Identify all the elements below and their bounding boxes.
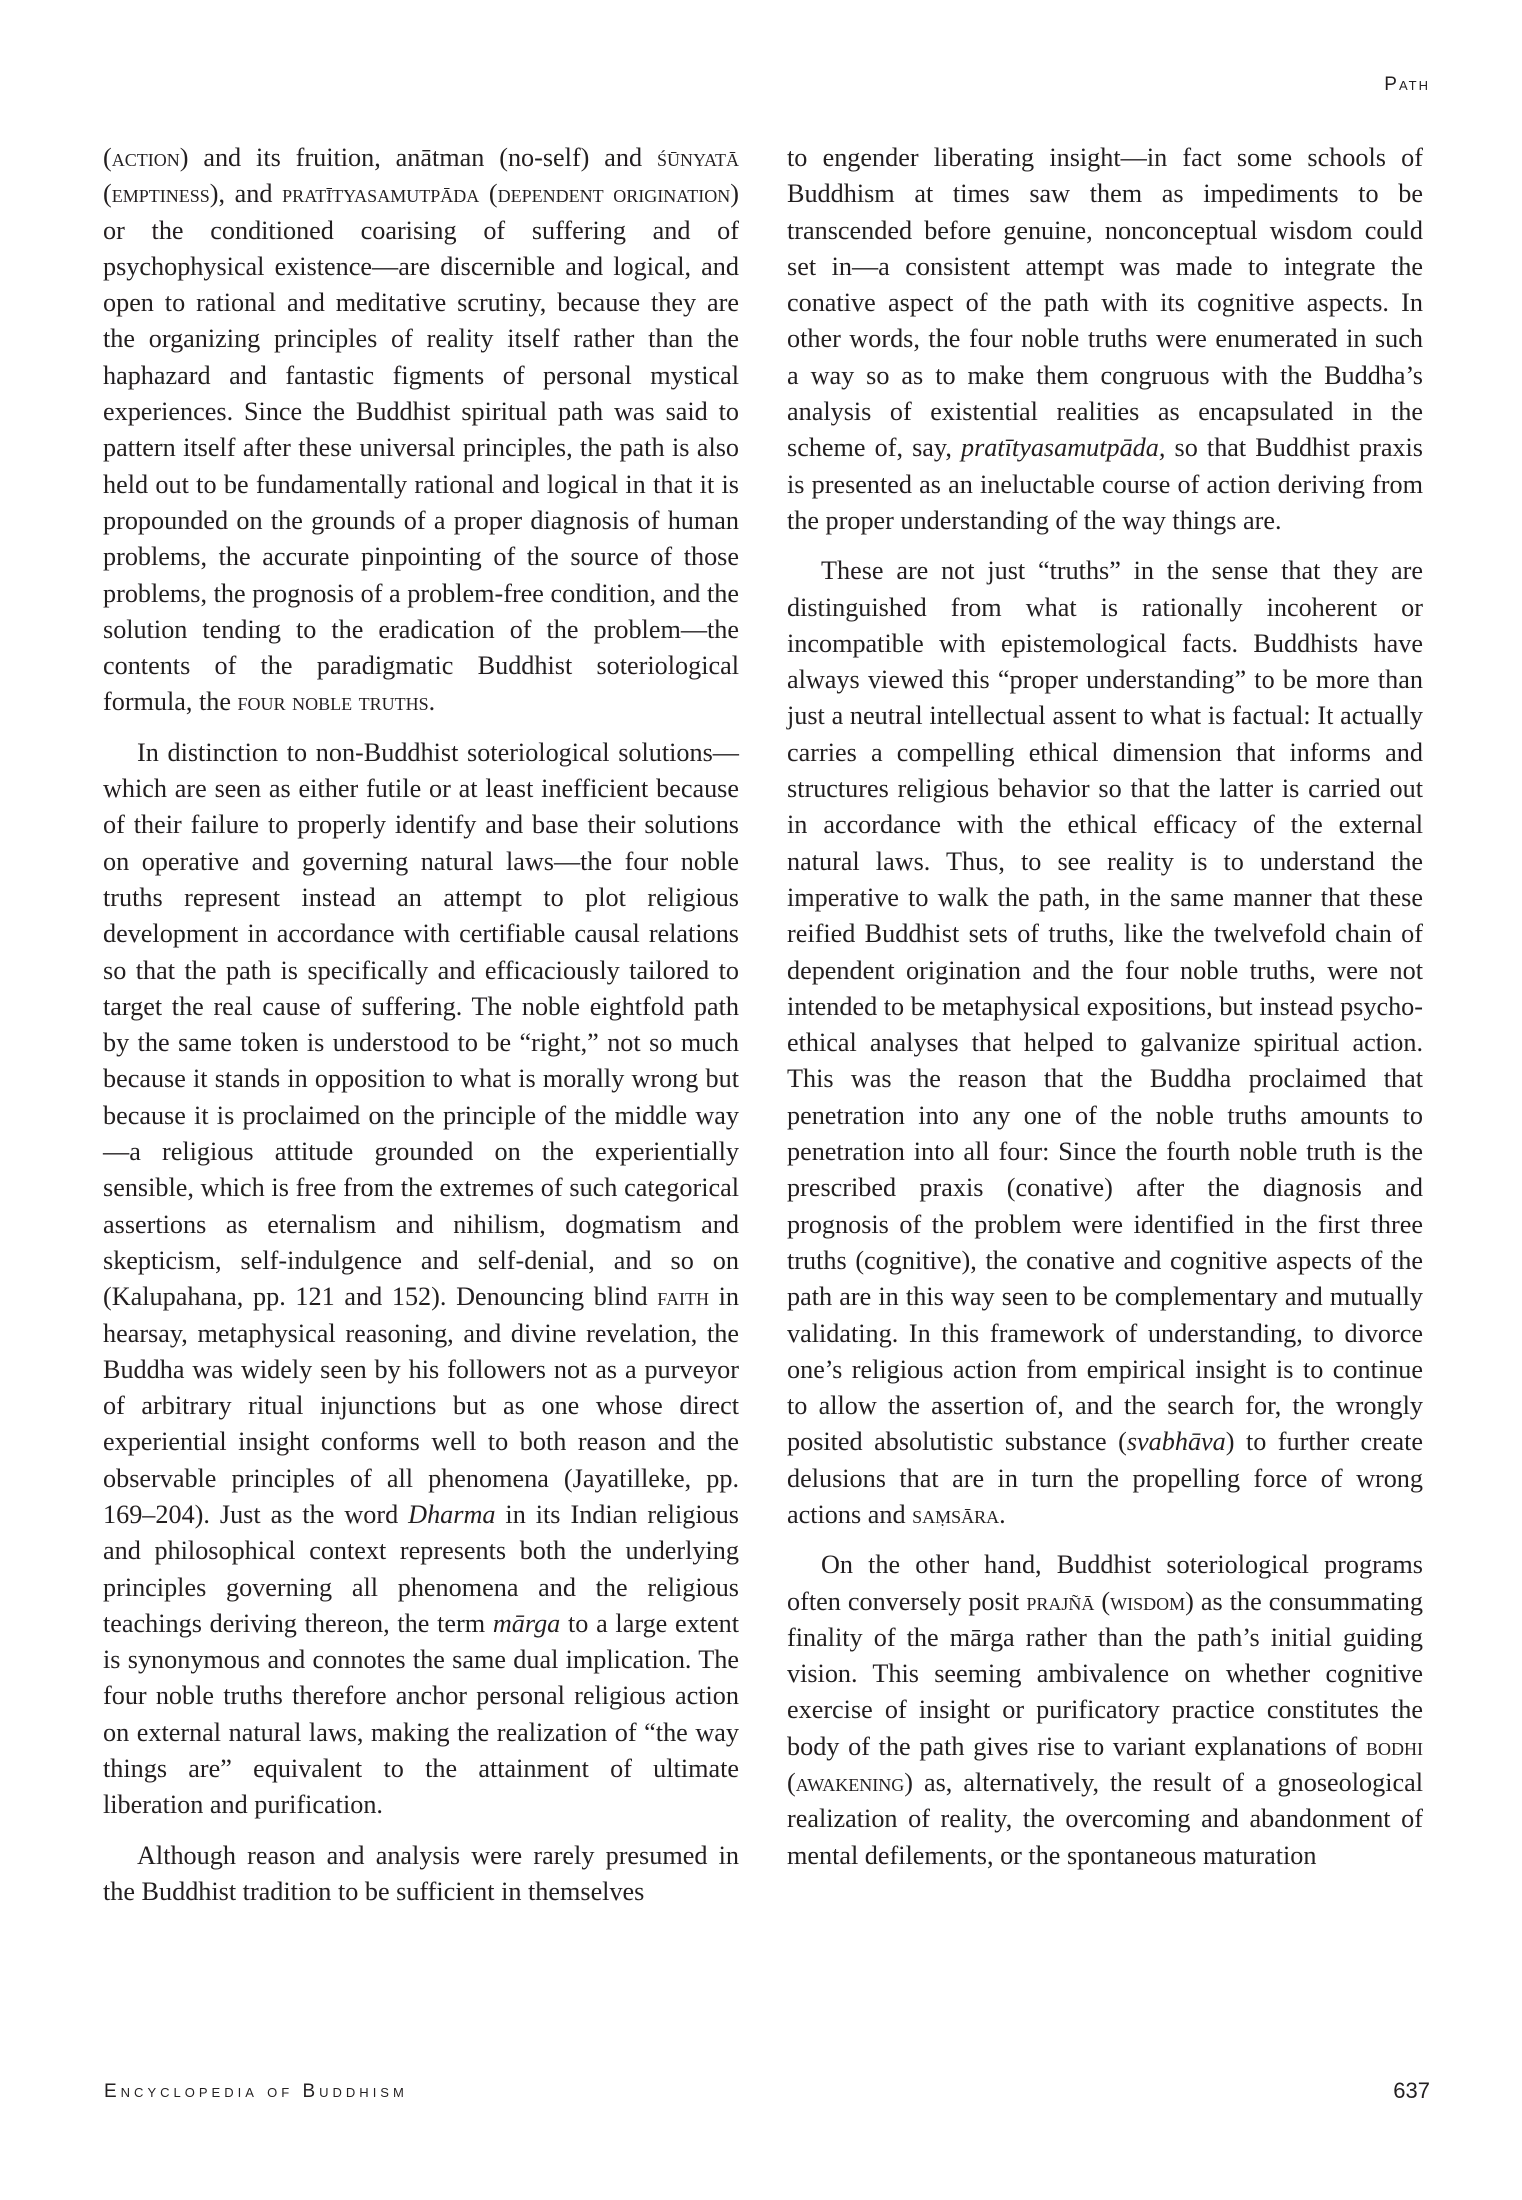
text: in hearsay, metaphysical reasoning, and divine revelation, the Buddha was widely seen by his followers not as a purveyor of arbitrary ritual injunctions but as one whose direct experiential insight conforms well to both reason and the observable principles of all phenomena (Jayatilleke, pp. 169–204). Just as the word [103,1282,740,1529]
text: ), and [209,179,283,209]
italic-term: svabhāva [1126,1427,1226,1457]
italic-term: Dharma [408,1499,496,1529]
paragraph: (action) and its fruition, anātman (no-self) and śūnyatā (emptiness), and pratītyasamutpāda (dependent origination) or the conditioned coarising of suffering and of psychophysical existence—are discernible and logical, and open to rational and meditative scrutiny, because they are the organizing principles of reality itself rather than the haphazard and fantastic figments of personal mystical experiences. Since the Buddhist spiritual path was said to pattern itself after these universal principles, the path is also held out to be fundamentally rational and logical in that it is propounded on the grounds of a proper diagnosis of human problems, the accurate pinpointing of the source of those problems, the prognosis of a problem-free condition, and the solution tending to the eradication of the problem—the contents of the paradigmatic Buddhist soteriological formula, the four noble truths. [103,143,739,717]
page-number: 637 [1393,2078,1430,2103]
text: to engender liberating insight—in fact some schools of Buddhism at times saw them as impediments to be transcended before genuine, nonconceptual wisdom could set in—a consistent attempt was made to integrate the conative aspect of the path with its cognitive aspects. In other words, the four noble truths were enumerated in such a way so as to make them congruous with the Buddha’s analysis of existential realities as encapsulated in the scheme of, say, [787,143,1423,463]
right-column [787,140,1423,1888]
text: In distinction to non-Buddhist soteriological solutions—which are seen as either futile or at least inefficient because of their failure to properly identify and base their solutions on operative and governing natural laws—the four noble truths represent instead an attempt to plot religious development in accordance with certifiable causal relations so that the path is specifically and efficaciously tailored to target the real cause of suffering. The noble eightfold path by the same token is understood to be “right,” not so much because it stands in opposition to what is morally wrong but because it is proclaimed on the principle of the middle way—a religious attitude grounded on the experientially sensible, which is free from the extremes of such categorical assertions as eternalism and nihilism, dogmatism and skepticism, self-indulgence and self-denial, and so on (Kalupahana, pp. 121 and 152). Denouncing blind [103,737,739,1312]
text: in its Indian religious and philosophical context represents both the underlying principles governing all phenomena and the religious teachings deriving thereon, the term [103,1499,739,1638]
text: Although reason and analysis were rarely presumed in the Buddhist tradition to be sufficient in themselves [103,1840,739,1906]
text: ( [479,179,498,209]
text: ) as, alternatively, the result of a gnoseological realization of reality, the overcoming and abandonment of mental defilements, or the spontaneous maturation [787,1768,1423,1870]
cross-reference-link[interactable]: bodhi [1366,1731,1423,1761]
text: ) and its fruition, anātman (no-self) and [179,143,657,172]
text: ( [1094,1586,1111,1616]
text: ( [787,1768,796,1798]
cross-reference-link[interactable]: awakening [795,1768,905,1798]
text: . [999,1499,1006,1529]
text: so that Buddhist praxis is presented as an ineluctable course of action deriving from the proper understanding of the way things are. [787,433,1423,535]
cross-reference-link[interactable]: saṃsāra [912,1499,1000,1529]
cross-reference-link[interactable]: action [111,143,180,172]
paragraph [787,553,1423,1533]
italic-term: pratītyasamutpāda, [960,433,1166,463]
text: . [428,687,436,717]
cross-reference-link[interactable]: prajñā [1026,1586,1095,1616]
italic-term: mārga [492,1608,561,1638]
cross-reference-link[interactable]: dependent origination [497,179,731,209]
text: to a large extent is synonymous and connotes the same dual implication. The four noble truths therefore anchor personal religious action on external natural laws, making the realization of “the way things are” equivalent to the attainment of ultimate liberation and purification. [103,1608,740,1820]
cross-reference-link[interactable]: śūnyatā [656,143,739,172]
cross-reference-link[interactable]: wisdom [1110,1586,1186,1616]
running-head: Path [1384,74,1430,95]
paragraph [103,735,739,1824]
cross-reference-link[interactable]: four noble truths [237,687,429,717]
paragraph [103,1838,739,1911]
cross-reference-link[interactable]: emptiness [111,179,210,209]
paragraph [787,1547,1423,1874]
text: These are not just “truths” in the sense that they are distinguished from what is rationally incoherent or incompatible with epistemological facts. Buddhists have always viewed this “proper understanding” to be more than just a neutral intellectual assent to what is factual: It actually carries a compelling ethical dimension that informs and structures religious behavior so that the latter is carried out in accordance with the ethical efficacy of the external natural laws. Thus, to see reality is to understand the imperative to walk the path, in the same manner that these reified Buddhist sets of truths, like the twelvefold chain of dependent origination and the four noble truths, were not intended to be metaphysical expositions, but instead psycho-ethical analyses that helped to galvanize spiritual action. This was the reason that the Buddha proclaimed that penetration into any one of the noble truths amounts to penetration into all four: Since the fourth noble truth is the prescribed praxis (conative) after the diagnosis and prognosis of the problem were identified in the first three truths (cognitive), the conative and cognitive aspects of the path are in this way seen to be complementary and mutually validating. In this framework of understanding, to divorce one’s religious action from empirical insight is to continue to allow the assertion of, and the search for, the wrongly posited absolutistic substance ( [787,556,1423,1457]
cross-reference-link[interactable]: pratītyasamutpāda [282,179,480,209]
text: ( [103,179,112,209]
footer-book-title: Encyclopedia of Buddhism [104,2081,408,2102]
cross-reference-link[interactable]: faith [657,1282,709,1312]
text: ) as the consummating finality of the mārga rather than the path’s initial guiding vision. This seeming ambivalence on whether cognitive exercise of insight or purificatory practice constitutes the body of the path gives rise to variant explanations of [787,1586,1423,1761]
text: On the other hand, Buddhist soteriological programs often conversely posit [787,1550,1423,1616]
left-column [103,140,739,1924]
text: ) to further create delusions that are in turn the propelling force of wrong actions and [787,1427,1423,1529]
text: ) or the conditioned coarising of suffering and of psychophysical existence—are discernible and logical, and open to rational and meditative scrutiny, because they are the organizing principles of reality itself rather than the haphazard and fantastic figments of personal mystical experiences. Since the Buddhist spiritual path was said to pattern itself after these universal principles, the path is also held out to be fundamentally rational and logical in that it is propounded on the grounds of a proper diagnosis of human problems, the accurate pinpointing of the source of those problems, the prognosis of a problem-free condition, and the solution tending to the eradication of the problem—the contents of the paradigmatic Buddhist soteriological formula, the [103,179,739,717]
paragraph [787,140,1423,539]
